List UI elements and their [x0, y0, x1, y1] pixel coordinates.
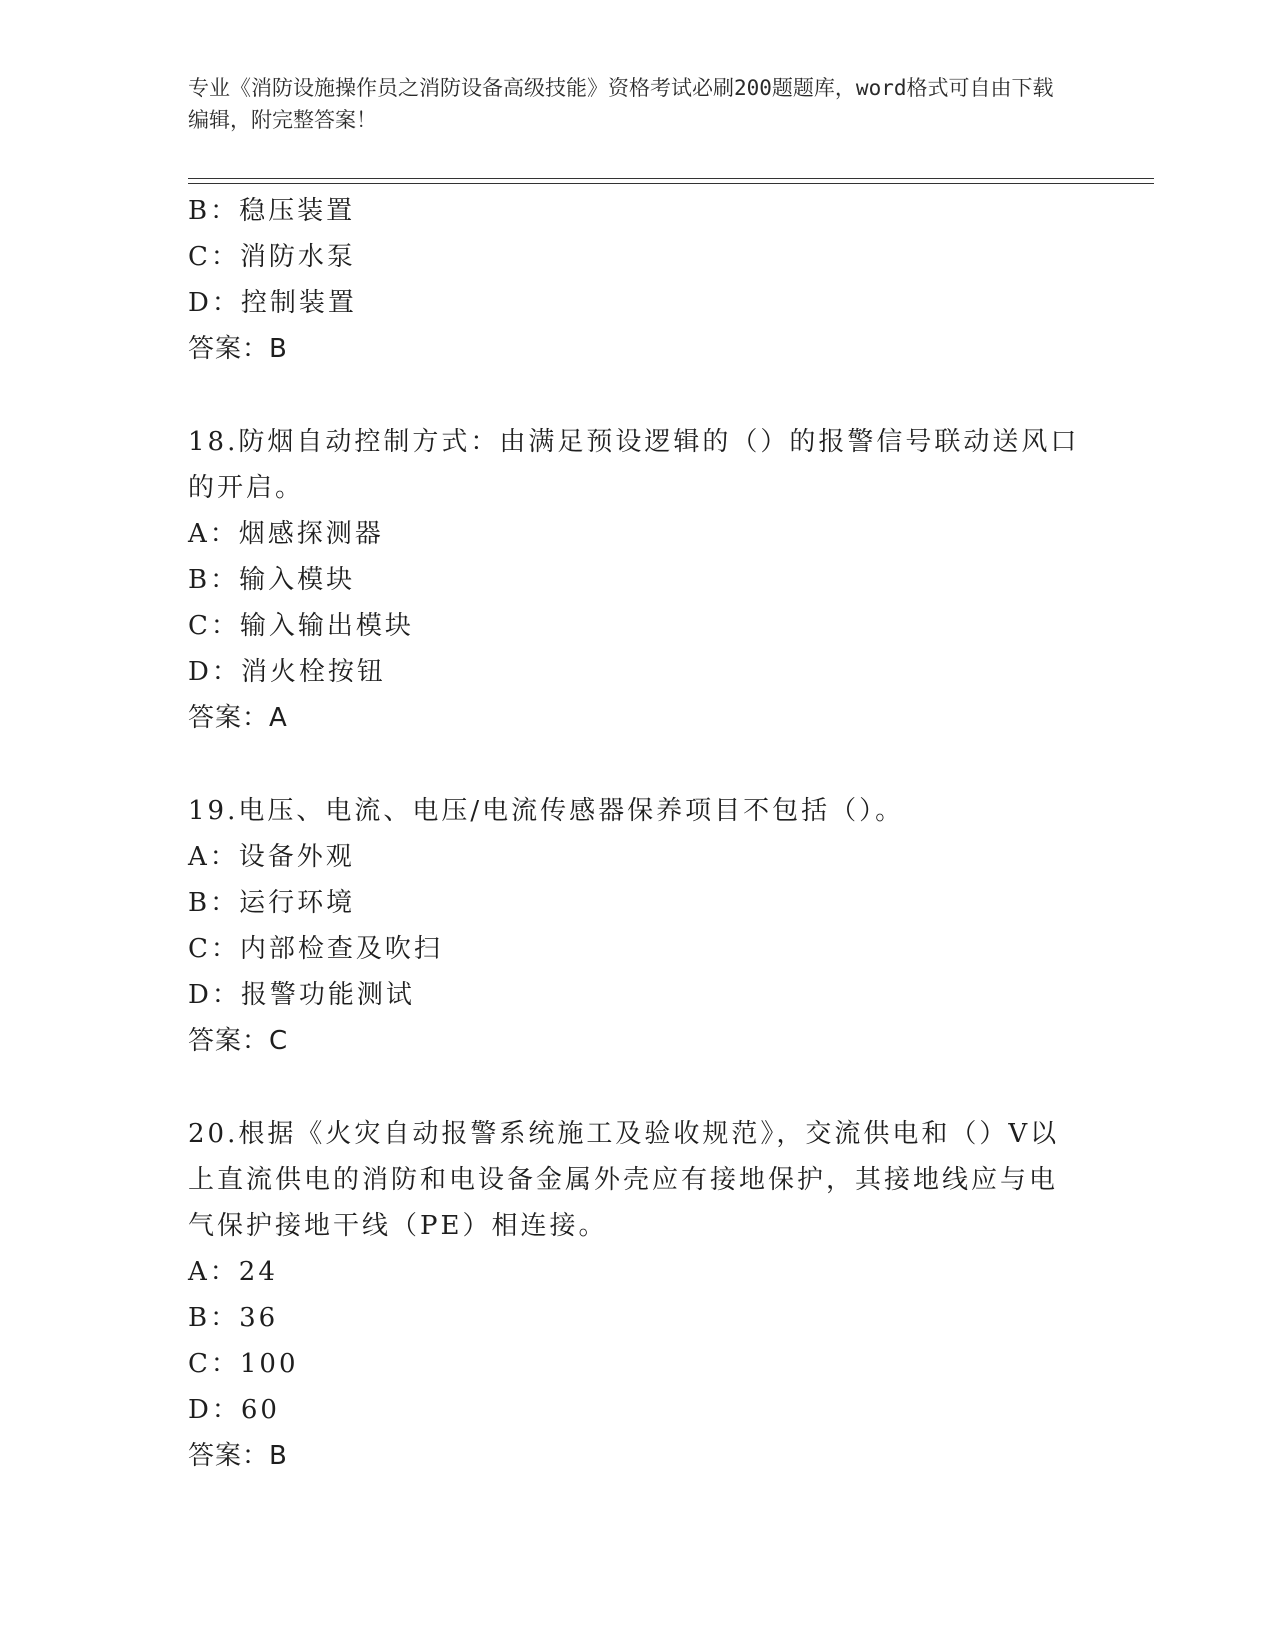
option-d: D：消火栓按钮 — [188, 657, 386, 687]
question-stem-line: 20.根据《火灾自动报警系统施工及验收规范》，交流供电和（）V以 — [188, 1119, 1060, 1149]
option-a: A：烟感探测器 — [188, 519, 384, 549]
option-d: D：报警功能测试 — [188, 980, 415, 1010]
question-list — [188, 188, 1088, 1479]
option-c: C：100 — [188, 1349, 299, 1379]
question-17-continuation — [188, 188, 1088, 372]
option-a: A：24 — [188, 1257, 278, 1287]
option-b: B：运行环境 — [188, 888, 356, 918]
question-stem-line: 上直流供电的消防和电设备金属外壳应有接地保护，其接地线应与电 — [188, 1165, 1059, 1195]
answer-line: 答案：B — [188, 334, 288, 364]
option-c: C：内部检查及吹扫 — [188, 934, 443, 964]
question-18 — [188, 419, 1088, 741]
option-d: D：控制装置 — [188, 288, 357, 318]
question-stem-line: 的开启。 — [188, 473, 305, 503]
document-header — [188, 72, 1068, 136]
question-stem-line: 18.防烟自动控制方式：由满足预设逻辑的（）的报警信号联动送风口 — [188, 427, 1080, 457]
option-c: C：输入输出模块 — [188, 611, 414, 641]
option-d: D：60 — [188, 1395, 280, 1425]
answer-line: 答案：B — [188, 1441, 288, 1471]
header-divider-bottom — [188, 183, 1154, 184]
question-20 — [188, 1111, 1088, 1479]
header-divider-top — [188, 178, 1154, 179]
answer-line: 答案：A — [188, 703, 288, 733]
option-b: B：36 — [188, 1303, 279, 1333]
answer-line: 答案：C — [188, 1026, 289, 1056]
question-stem-line: 19.电压、电流、电压/电流传感器保养项目不包括（）。 — [188, 796, 905, 826]
header-text: 专业《消防设施操作员之消防设备高级技能》资格考试必刷200题题库，word格式可自由下载编辑，附完整答案！ — [188, 76, 1054, 132]
question-19 — [188, 788, 1088, 1064]
question-stem-line: 气保护接地干线（PE）相连接。 — [188, 1211, 608, 1241]
option-c: C：消防水泵 — [188, 242, 356, 272]
option-a: A：设备外观 — [188, 842, 355, 872]
option-b: B：输入模块 — [188, 565, 356, 595]
option-b: B：稳压装置 — [188, 196, 356, 226]
